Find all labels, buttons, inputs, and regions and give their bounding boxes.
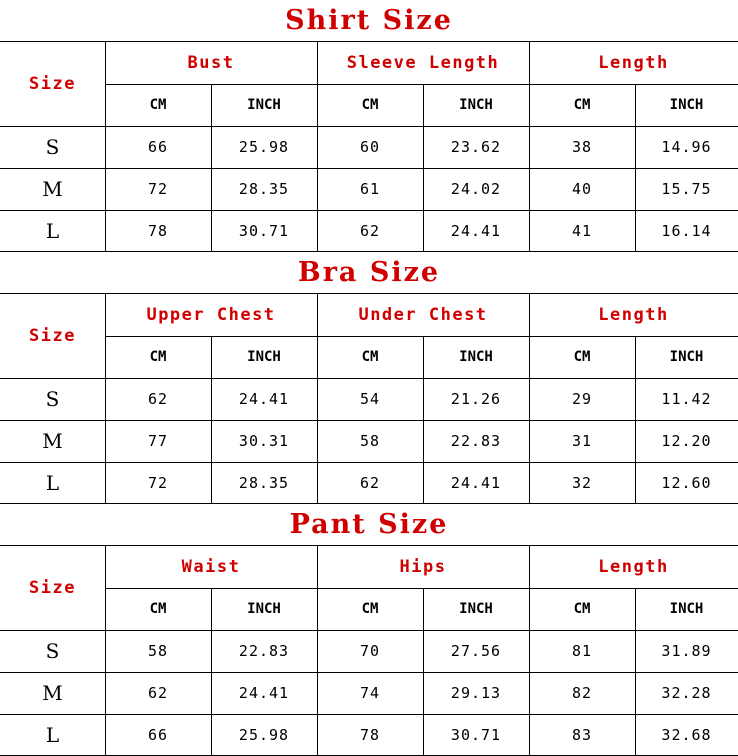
measurement-cell-text: 30.71 <box>238 222 290 240</box>
size-label-cell-text: S <box>45 387 60 411</box>
measurement-cell <box>529 714 635 756</box>
unit-header-text: INCH <box>459 601 493 617</box>
measurement-cell <box>105 462 211 504</box>
measurement-cell-text: 12.60 <box>661 474 712 492</box>
measurement-cell-text: 61 <box>359 180 381 198</box>
size-header-cell <box>0 294 105 378</box>
measurement-cell <box>423 210 529 252</box>
unit-header <box>105 588 211 630</box>
unit-header-text: CM <box>149 601 167 617</box>
grid-line <box>635 84 636 252</box>
measurement-cell-text: 22.83 <box>238 642 290 660</box>
size-header-cell-text: Size <box>29 74 76 94</box>
grid-line <box>317 294 318 504</box>
measurement-cell-text: 32 <box>571 474 593 492</box>
unit-header <box>317 336 423 378</box>
grid-line <box>0 672 738 673</box>
grid-line <box>423 336 424 504</box>
measurement-cell-text: 16.14 <box>661 222 712 240</box>
measurement-cell <box>635 630 738 672</box>
measure-group-header <box>105 546 317 588</box>
measurement-cell <box>211 672 317 714</box>
measurement-cell-text: 60 <box>359 138 381 156</box>
shirt-size-table <box>0 42 738 252</box>
size-label-cell-text: M <box>42 429 63 453</box>
grid-line <box>211 588 212 756</box>
measurement-cell <box>423 714 529 756</box>
measurement-cell-text: 40 <box>571 180 593 198</box>
measurement-cell <box>211 126 317 168</box>
measurement-cell <box>317 126 423 168</box>
measure-group-header-text: Under Chest <box>358 305 488 325</box>
grid-line <box>635 588 636 756</box>
measurement-cell <box>211 210 317 252</box>
measurement-cell <box>105 378 211 420</box>
grid-line <box>105 546 106 756</box>
measurement-cell-text: 32.28 <box>661 684 712 702</box>
measure-group-header-text: Bust <box>187 53 235 73</box>
measurement-cell <box>635 462 738 504</box>
measure-group-header-text: Sleeve Length <box>346 53 500 73</box>
grid-line <box>105 84 738 85</box>
size-label-cell <box>0 420 105 462</box>
unit-header <box>423 336 529 378</box>
measurement-cell-text: 25.98 <box>238 726 290 744</box>
measurement-cell-text: 12.20 <box>661 432 712 450</box>
unit-header <box>529 588 635 630</box>
size-label-cell-text: M <box>42 177 63 201</box>
measurement-cell-text: 62 <box>359 474 381 492</box>
measurement-cell <box>317 714 423 756</box>
size-label-cell <box>0 714 105 756</box>
measurement-cell-text: 23.62 <box>450 138 502 156</box>
unit-header-text: CM <box>149 349 167 365</box>
measurement-cell-text: 38 <box>571 138 593 156</box>
measurement-cell-text: 30.31 <box>238 432 290 450</box>
measurement-cell-text: 31 <box>571 432 593 450</box>
measurement-cell <box>105 714 211 756</box>
measurement-cell-text: 72 <box>147 474 169 492</box>
measurement-cell-text: 62 <box>359 222 381 240</box>
grid-line <box>105 42 106 252</box>
grid-line <box>105 294 106 504</box>
pant-section-title: Pant Size <box>0 504 738 546</box>
size-label-cell <box>0 210 105 252</box>
pant-size-section <box>0 504 738 756</box>
measure-group-header <box>105 42 317 84</box>
bra-size-section <box>0 252 738 504</box>
measurement-cell <box>529 630 635 672</box>
measurement-cell-text: 77 <box>147 432 169 450</box>
grid-line <box>0 420 738 421</box>
measurement-cell <box>423 420 529 462</box>
measurement-cell-text: 66 <box>147 726 169 744</box>
measurement-cell-text: 41 <box>571 222 593 240</box>
unit-header <box>211 84 317 126</box>
measure-group-header-text: Length <box>598 53 669 73</box>
measurement-cell <box>529 420 635 462</box>
unit-header-text: CM <box>573 349 591 365</box>
shirt-size-section <box>0 0 738 252</box>
measurement-cell <box>635 714 738 756</box>
measurement-cell-text: 82 <box>571 684 593 702</box>
shirt-section-title: Shirt Size <box>0 0 738 42</box>
unit-header-text: CM <box>361 601 379 617</box>
unit-header <box>105 336 211 378</box>
measure-group-header <box>317 294 529 336</box>
measure-group-header-text: Length <box>598 305 669 325</box>
unit-header-text: CM <box>573 601 591 617</box>
size-label-cell-text: M <box>42 681 63 705</box>
unit-header <box>105 84 211 126</box>
measurement-cell <box>423 126 529 168</box>
grid-line <box>0 462 738 463</box>
measurement-cell <box>211 378 317 420</box>
measurement-cell-text: 78 <box>147 222 169 240</box>
measurement-cell <box>529 126 635 168</box>
grid-line <box>529 546 530 756</box>
measurement-cell <box>423 168 529 210</box>
measure-group-header-text: Length <box>598 557 669 577</box>
size-label-cell <box>0 672 105 714</box>
size-label-cell-text: S <box>45 639 60 663</box>
bra-section-title: Bra Size <box>0 252 738 294</box>
grid-line <box>105 588 738 589</box>
unit-header <box>317 84 423 126</box>
measurement-cell-text: 62 <box>147 684 169 702</box>
bra-size-table <box>0 294 738 504</box>
measurement-cell-text: 22.83 <box>450 432 502 450</box>
unit-header <box>211 588 317 630</box>
measure-group-header <box>317 546 529 588</box>
measurement-cell <box>211 630 317 672</box>
measurement-cell-text: 27.56 <box>450 642 502 660</box>
measurement-cell-text: 24.02 <box>450 180 502 198</box>
size-header-cell <box>0 42 105 126</box>
unit-header-text: CM <box>149 97 167 113</box>
size-header-cell-text: Size <box>29 578 76 598</box>
measurement-cell-text: 31.89 <box>661 642 712 660</box>
measurement-cell-text: 74 <box>359 684 381 702</box>
measurement-cell <box>423 378 529 420</box>
measurement-cell <box>423 462 529 504</box>
measurement-cell <box>317 210 423 252</box>
measurement-cell <box>635 420 738 462</box>
measure-group-header <box>529 294 738 336</box>
measurement-cell <box>529 378 635 420</box>
size-label-cell <box>0 462 105 504</box>
measurement-cell <box>529 168 635 210</box>
measurement-cell <box>635 378 738 420</box>
measurement-cell <box>211 714 317 756</box>
measurement-cell <box>211 168 317 210</box>
measurement-cell <box>105 126 211 168</box>
measurement-cell <box>635 168 738 210</box>
grid-line <box>0 210 738 211</box>
grid-line <box>211 336 212 504</box>
unit-header-text: CM <box>361 97 379 113</box>
measurement-cell-text: 66 <box>147 138 169 156</box>
measurement-cell-text: 54 <box>359 390 381 408</box>
unit-header-text: INCH <box>247 97 281 113</box>
grid-line <box>211 84 212 252</box>
unit-header-text: INCH <box>247 601 281 617</box>
unit-header-text: INCH <box>459 97 493 113</box>
size-label-cell-text: L <box>45 219 60 243</box>
size-label-cell <box>0 168 105 210</box>
unit-header-text: INCH <box>247 349 281 365</box>
grid-line <box>529 42 530 252</box>
unit-header <box>635 588 738 630</box>
measurement-cell <box>635 126 738 168</box>
grid-line <box>0 378 738 379</box>
unit-header-text: INCH <box>669 97 704 113</box>
grid-line <box>0 168 738 169</box>
unit-header-text: CM <box>573 97 591 113</box>
unit-header <box>211 336 317 378</box>
unit-header-text: CM <box>361 349 379 365</box>
measurement-cell-text: 29 <box>571 390 593 408</box>
size-label-cell-text: L <box>45 471 60 495</box>
grid-line <box>317 546 318 756</box>
measurement-cell <box>317 672 423 714</box>
measurement-cell-text: 28.35 <box>238 180 290 198</box>
unit-header <box>317 588 423 630</box>
grid-line <box>423 84 424 252</box>
size-label-cell <box>0 630 105 672</box>
grid-line <box>529 294 530 504</box>
measurement-cell-text: 58 <box>359 432 381 450</box>
unit-header <box>635 84 738 126</box>
unit-header <box>529 336 635 378</box>
measurement-cell-text: 81 <box>571 642 593 660</box>
measurement-cell-text: 28.35 <box>238 474 290 492</box>
measurement-cell <box>635 210 738 252</box>
unit-header <box>423 84 529 126</box>
measure-group-header-text: Hips <box>399 557 447 577</box>
measurement-cell-text: 24.41 <box>450 222 502 240</box>
size-label-cell-text: S <box>45 135 60 159</box>
pant-size-table <box>0 546 738 756</box>
unit-header <box>635 336 738 378</box>
measurement-cell-text: 25.98 <box>238 138 290 156</box>
measurement-cell <box>211 462 317 504</box>
measurement-cell-text: 30.71 <box>450 726 502 744</box>
measure-group-header <box>317 42 529 84</box>
size-label-cell-text: L <box>45 723 60 747</box>
size-label-cell <box>0 126 105 168</box>
measurement-cell-text: 32.68 <box>661 726 712 744</box>
measurement-cell <box>529 210 635 252</box>
unit-header <box>529 84 635 126</box>
measurement-cell <box>317 630 423 672</box>
measurement-cell <box>317 168 423 210</box>
measurement-cell <box>105 630 211 672</box>
measurement-cell-text: 11.42 <box>661 390 712 408</box>
grid-line <box>0 714 738 715</box>
unit-header-text: INCH <box>459 349 493 365</box>
measurement-cell <box>105 168 211 210</box>
measurement-cell <box>105 420 211 462</box>
grid-line <box>317 42 318 252</box>
measurement-cell <box>529 672 635 714</box>
unit-header-text: INCH <box>669 601 704 617</box>
measurement-cell <box>635 672 738 714</box>
unit-header <box>423 588 529 630</box>
measurement-cell-text: 62 <box>147 390 169 408</box>
measurement-cell-text: 14.96 <box>661 138 712 156</box>
measurement-cell <box>423 672 529 714</box>
measurement-cell-text: 29.13 <box>450 684 502 702</box>
measurement-cell-text: 15.75 <box>661 180 712 198</box>
measure-group-header-text: Upper Chest <box>146 305 276 325</box>
measurement-cell-text: 21.26 <box>450 390 502 408</box>
grid-line <box>0 126 738 127</box>
measure-group-header-text: Waist <box>181 557 241 577</box>
measure-group-header <box>529 546 738 588</box>
measurement-cell-text: 24.41 <box>450 474 502 492</box>
measurement-cell <box>423 630 529 672</box>
measure-group-header <box>529 42 738 84</box>
measurement-cell <box>317 420 423 462</box>
measurement-cell-text: 70 <box>359 642 381 660</box>
unit-header-text: INCH <box>669 349 704 365</box>
grid-line <box>0 630 738 631</box>
size-label-cell <box>0 378 105 420</box>
measurement-cell-text: 24.41 <box>238 390 290 408</box>
grid-line <box>635 336 636 504</box>
measurement-cell <box>105 210 211 252</box>
measurement-cell <box>317 462 423 504</box>
measurement-cell-text: 24.41 <box>238 684 290 702</box>
grid-line <box>423 588 424 756</box>
measure-group-header <box>105 294 317 336</box>
measurement-cell-text: 58 <box>147 642 169 660</box>
measurement-cell-text: 78 <box>359 726 381 744</box>
measurement-cell <box>105 672 211 714</box>
measurement-cell <box>211 420 317 462</box>
size-header-cell-text: Size <box>29 326 76 346</box>
grid-line <box>105 336 738 337</box>
measurement-cell <box>317 378 423 420</box>
size-header-cell <box>0 546 105 630</box>
measurement-cell <box>529 462 635 504</box>
measurement-cell-text: 72 <box>147 180 169 198</box>
measurement-cell-text: 83 <box>571 726 593 744</box>
